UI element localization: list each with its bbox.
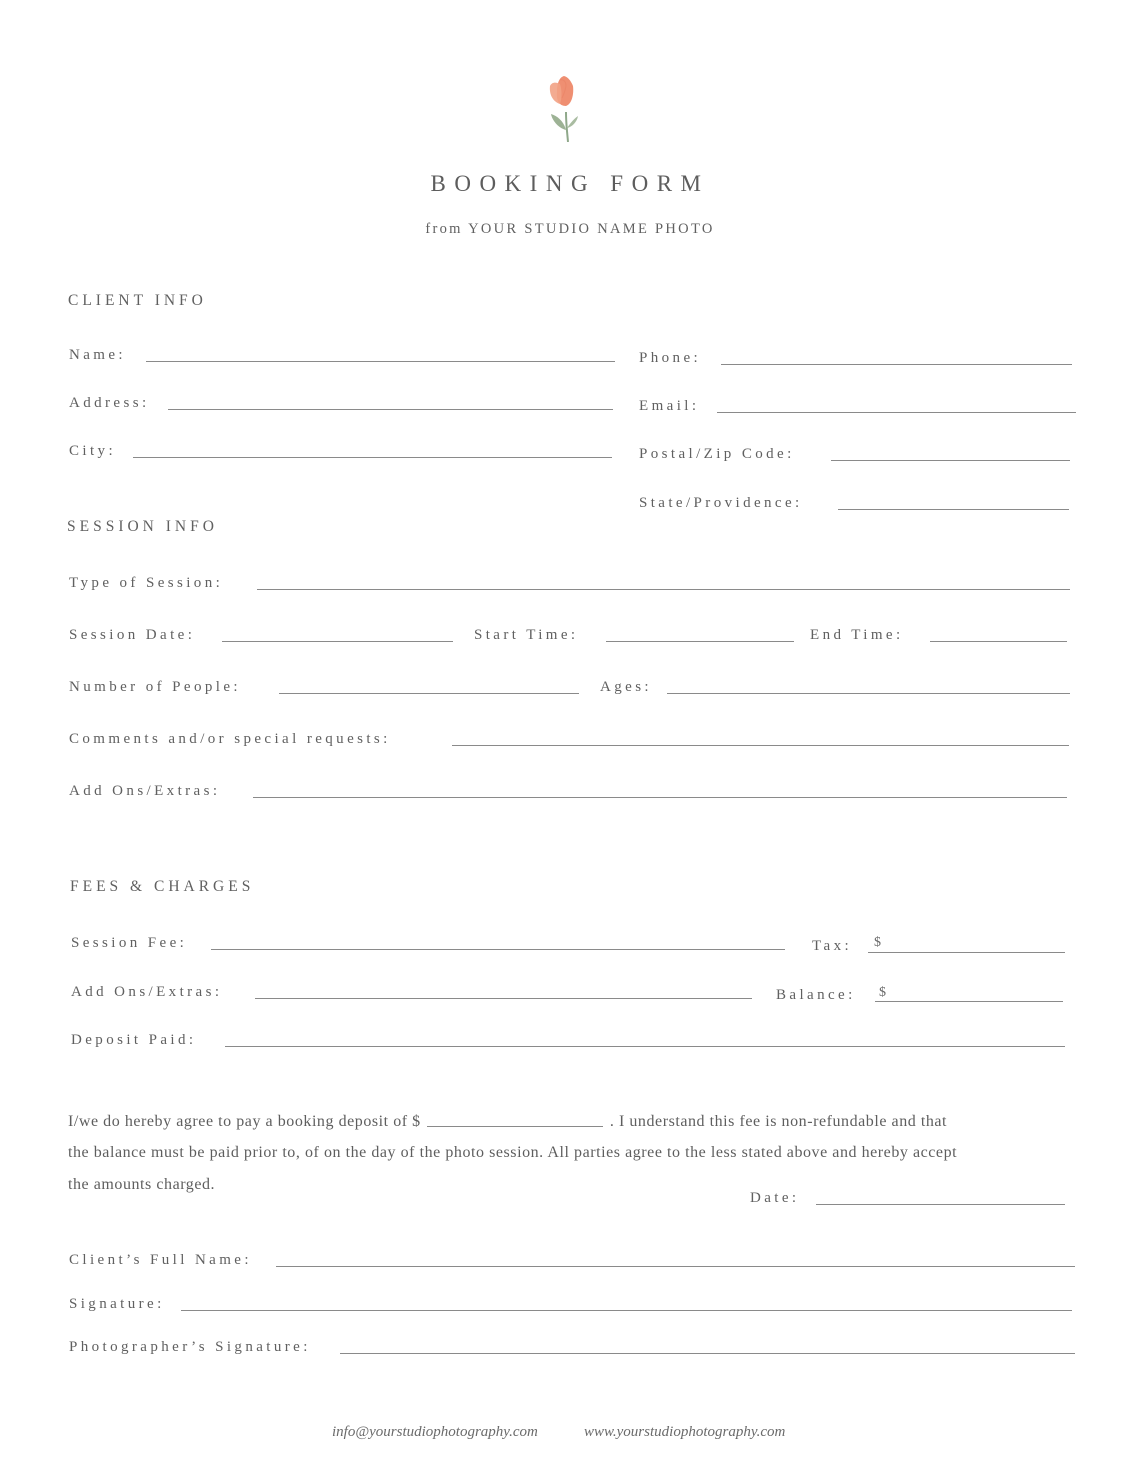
people-field[interactable] [279, 693, 579, 694]
comments-field[interactable] [452, 745, 1069, 746]
city-field[interactable] [133, 457, 612, 458]
deposit-label: Deposit Paid: [71, 1032, 197, 1048]
end-time-label: End Time: [810, 627, 904, 643]
address-label: Address: [69, 395, 150, 411]
postal-field[interactable] [831, 460, 1070, 461]
client-info-heading: CLIENT INFO [68, 292, 207, 309]
deposit-amount-field[interactable] [427, 1111, 603, 1127]
agreement-line-1-end: . I understand this fee is non-refundable and that [609, 1113, 948, 1130]
session-fee-label: Session Fee: [71, 935, 188, 951]
people-label: Number of People: [69, 679, 241, 695]
state-label: State/Providence: [639, 495, 803, 511]
agreement-line-3: the amounts charged. [68, 1176, 216, 1193]
agreement-line-2: the balance must be paid prior to, of on the day of the photo session. All parties agree to the less stated above and hereby accept [68, 1144, 958, 1161]
start-time-label: Start Time: [474, 627, 579, 643]
session-date-label: Session Date: [69, 627, 196, 643]
date-label: Date: [750, 1190, 800, 1206]
page-title: BOOKING FORM [430, 171, 710, 196]
footer-website[interactable]: www.yourstudiophotography.com [584, 1424, 786, 1440]
phone-field[interactable] [721, 364, 1072, 365]
session-addons-label: Add Ons/Extras: [69, 783, 221, 799]
name-field[interactable] [146, 361, 615, 362]
page-subtitle: from YOUR STUDIO NAME PHOTO [425, 221, 715, 237]
email-label: Email: [639, 398, 700, 414]
postal-label: Postal/Zip Code: [639, 446, 795, 462]
comments-label: Comments and/or special requests: [69, 731, 391, 747]
session-fee-field[interactable] [211, 949, 785, 950]
session-addons-field[interactable] [253, 797, 1067, 798]
balance-field[interactable] [875, 1001, 1063, 1002]
client-full-name-field[interactable] [276, 1266, 1075, 1267]
end-time-field[interactable] [930, 641, 1067, 642]
email-field[interactable] [717, 412, 1076, 413]
session-type-field[interactable] [257, 589, 1070, 590]
fees-addons-label: Add Ons/Extras: [71, 984, 223, 1000]
footer-email[interactable]: info@yourstudiophotography.com [332, 1424, 538, 1440]
address-field[interactable] [168, 409, 613, 410]
phone-label: Phone: [639, 350, 702, 366]
signature-field[interactable] [181, 1310, 1072, 1311]
fees-addons-field[interactable] [255, 998, 752, 999]
session-date-field[interactable] [222, 641, 453, 642]
tax-currency: $ [874, 935, 881, 950]
signature-label: Signature: [69, 1296, 165, 1312]
photographer-signature-field[interactable] [340, 1353, 1075, 1354]
city-label: City: [69, 443, 117, 459]
session-info-heading: SESSION INFO [67, 518, 218, 535]
date-field[interactable] [816, 1204, 1065, 1205]
fees-heading: FEES & CHARGES [70, 878, 255, 895]
balance-currency: $ [879, 985, 886, 1000]
tax-field[interactable] [868, 952, 1065, 953]
name-label: Name: [69, 347, 126, 363]
state-field[interactable] [838, 509, 1069, 510]
agreement-line-1-start: I/we do hereby agree to pay a booking deposit of $ [68, 1113, 421, 1130]
session-type-label: Type of Session: [69, 575, 224, 591]
tulip-icon [538, 72, 582, 142]
client-full-name-label: Client’s Full Name: [69, 1252, 252, 1268]
start-time-field[interactable] [606, 641, 794, 642]
ages-label: Ages: [600, 679, 652, 695]
balance-label: Balance: [776, 987, 856, 1003]
deposit-field[interactable] [225, 1046, 1065, 1047]
photographer-signature-label: Photographer’s Signature: [69, 1339, 311, 1355]
agreement-line-1 [68, 1111, 947, 1132]
ages-field[interactable] [667, 693, 1070, 694]
tax-label: Tax: [812, 938, 853, 954]
